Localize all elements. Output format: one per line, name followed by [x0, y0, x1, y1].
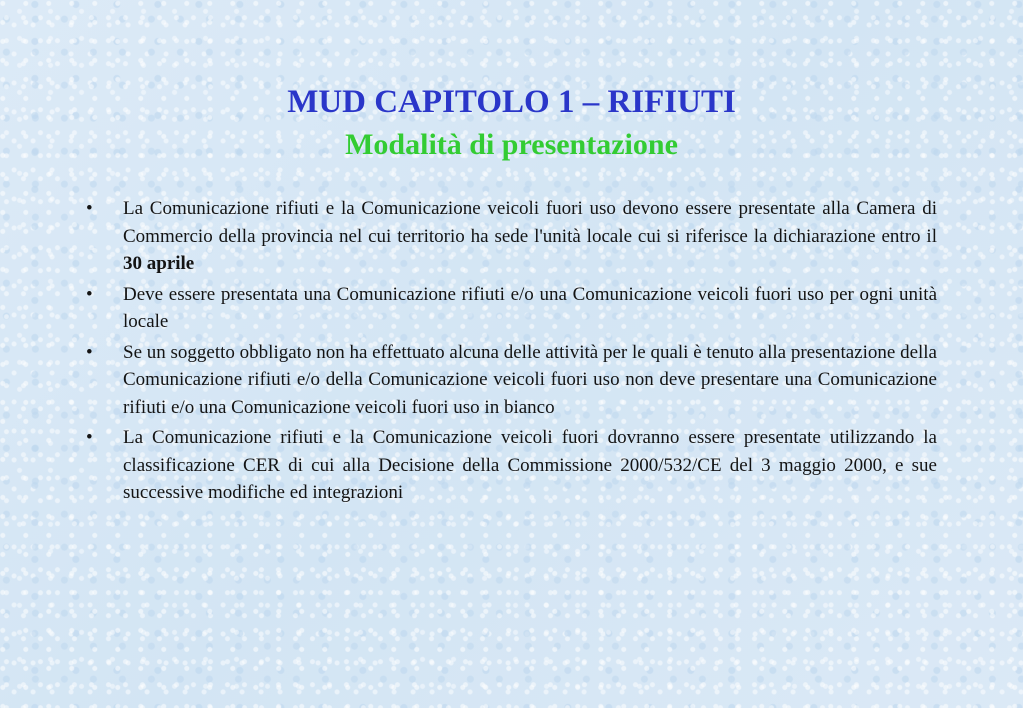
bullet-item [86, 339, 937, 422]
bullet-item [86, 424, 937, 507]
bullet-text: La Comunicazione rifiuti e la Comunicazione veicoli fuori dovranno essere presentate utilizzando la classificazione CER di cui alla Decisione della Commissione 2000/532/CE del 3 maggio 2000, e sue successive modifiche ed integrazioni [123, 427, 937, 503]
bullet-list [86, 195, 937, 510]
bullet-dot-icon: • [86, 341, 93, 363]
bullet-dot-icon: • [86, 427, 93, 448]
bullet-text: La Comunicazione rifiuti e la Comunicazione veicoli fuori uso devono essere presentate alla Camera di Commercio della provincia nel cui territorio ha sede l'unità locale cui si riferisce la dichiarazione entro il [123, 198, 937, 247]
bullet-item [86, 281, 937, 336]
slide-subtitle: Modalità di presentazione [345, 128, 678, 161]
bullet-text: Se un soggetto obbligato non ha effettuato alcuna delle attività per le quali è tenuto alla presentazione della Comunicazione rifiuti e/o della Comunicazione veicoli fuori uso non deve presentare una Comunicazione rifiuti e/o una Comunicazione veicoli fuori uso in bianco [123, 341, 937, 418]
deadline-date: 30 aprile [123, 253, 195, 274]
bullet-dot-icon: • [86, 198, 93, 219]
slide-title: MUD CAPITOLO 1 – RIFIUTI [287, 84, 736, 120]
bullet-dot-icon: • [86, 283, 93, 305]
bullet-item [86, 195, 937, 278]
bullet-text: Deve essere presentata una Comunicazione rifiuti e/o una Comunicazione veicoli fuori uso per ogni unità locale [123, 283, 937, 332]
